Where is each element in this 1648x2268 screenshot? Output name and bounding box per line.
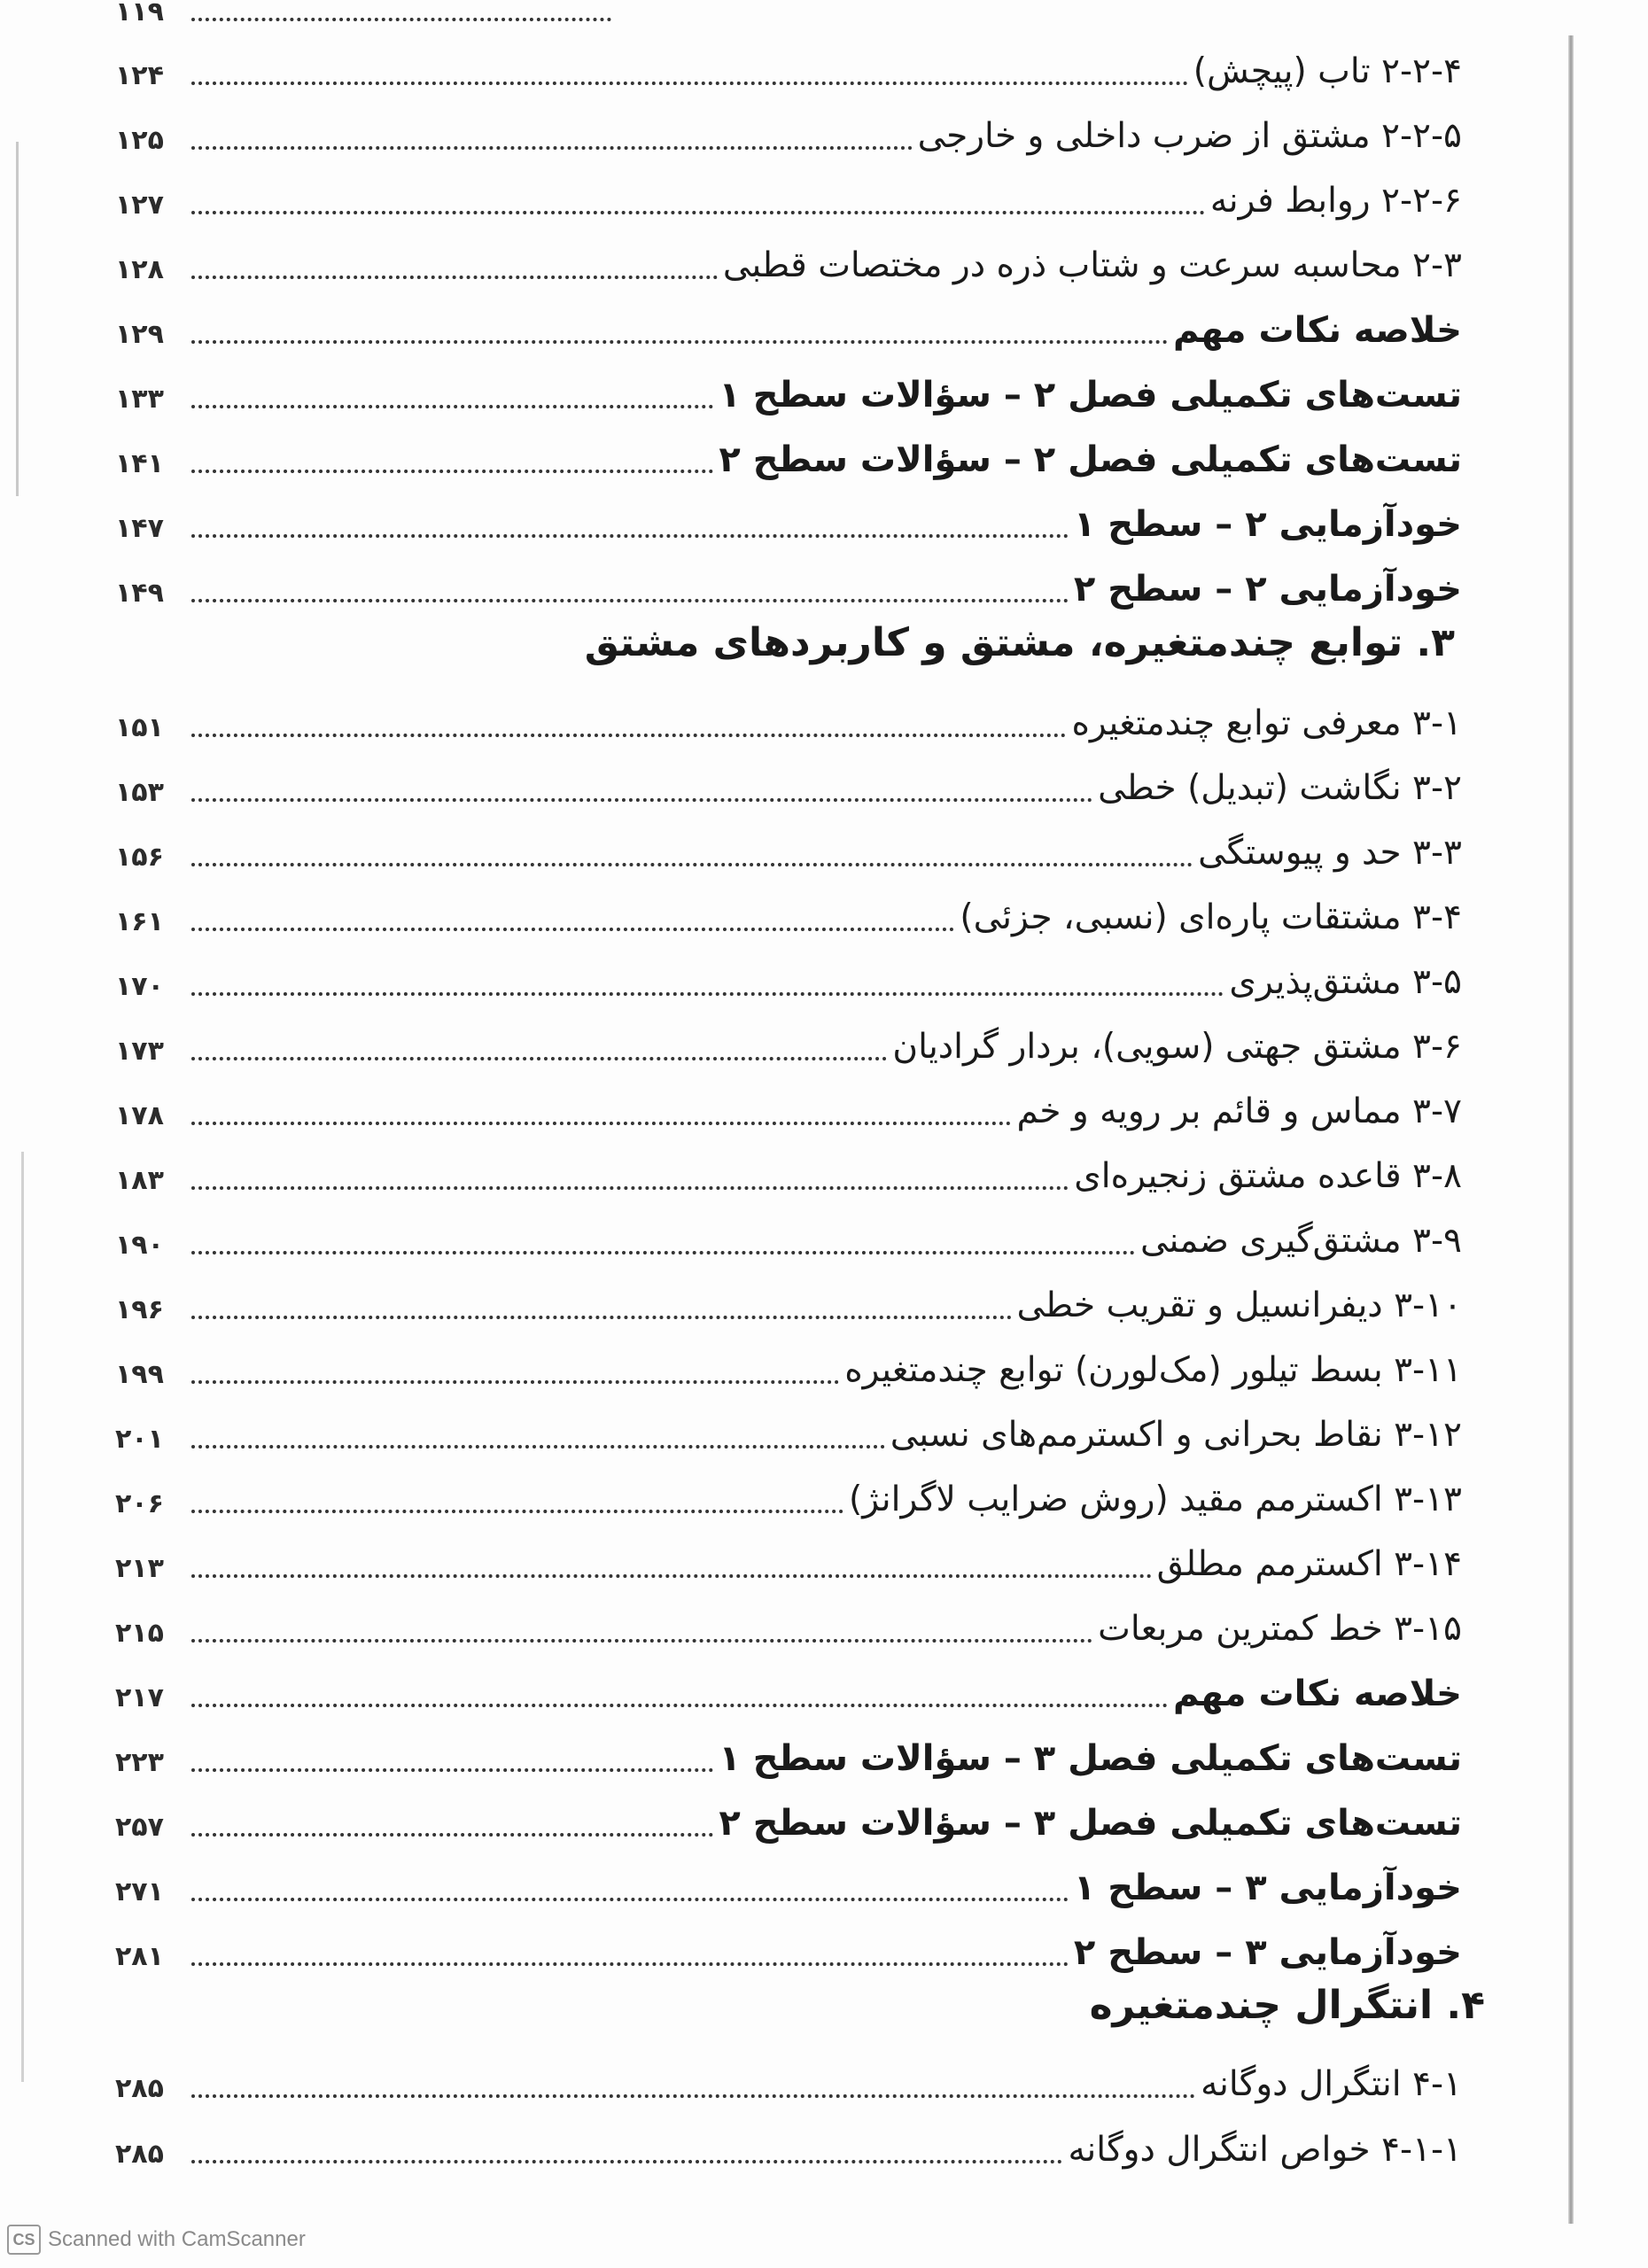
toc-row — [115, 224, 1462, 290]
toc-entry-title: ۳-۷ مماس و قائم بر رویه و خم — [1016, 1091, 1462, 1131]
dot-leader — [191, 340, 1168, 344]
toc-row — [115, 2043, 1462, 2109]
dot-leader — [191, 276, 718, 279]
dot-leader — [191, 1962, 1069, 1966]
toc-entry-title: ۲-۲-۶ روابط فرنه — [1209, 181, 1462, 221]
toc-row-fragment — [115, 0, 611, 32]
dot-leader — [191, 1380, 839, 1384]
toc-row — [115, 682, 1462, 748]
page-number: ۲۲۳ — [115, 1747, 164, 1778]
scanner-watermark — [7, 2222, 306, 2257]
dot-leader — [191, 928, 954, 931]
page-number: ۱۷۳ — [115, 1036, 164, 1067]
dot-leader — [191, 1186, 1069, 1190]
dot-leader — [191, 470, 713, 473]
page-number: ۲۰۶ — [115, 1488, 164, 1519]
page-number: ۱۴۱ — [115, 448, 164, 479]
toc-row — [115, 812, 1462, 877]
toc-entry-title: تست‌های تکمیلی فصل ۳ – سؤالات سطح ۱ — [719, 1738, 1462, 1779]
toc-row — [115, 483, 1462, 548]
toc-entry-title: خودآزمایی ۳ – سطح ۲ — [1073, 1932, 1462, 1973]
dot-leader — [191, 1704, 1168, 1707]
toc-entry-title: ۳-۱۴ اکسترمم مطلق — [1156, 1544, 1462, 1584]
page-number: ۱۲۵ — [115, 125, 164, 156]
toc-entry-title: ۳-۹ مشتق‌گیری ضمنی — [1139, 1221, 1462, 1261]
toc-row — [115, 1846, 1462, 1912]
dot-leader — [191, 1833, 713, 1837]
toc-entry-title: ۲-۲-۵ مشتق از ضرب داخلی و خارجی — [917, 116, 1462, 156]
dot-leader — [191, 1316, 1012, 1319]
page-number: ۱۴۷ — [115, 513, 164, 544]
camscanner-logo-icon: CS — [7, 2225, 41, 2255]
page-number: ۲۱۷ — [115, 1682, 164, 1713]
toc-entry-title: تست‌های تکمیلی فصل ۳ – سؤالات سطح ۲ — [719, 1803, 1462, 1844]
dot-leader — [191, 146, 913, 150]
dot-leader — [191, 1898, 1069, 1901]
toc-row — [115, 95, 1462, 160]
toc-row — [115, 1717, 1462, 1783]
dot-leader — [191, 18, 611, 21]
toc-row — [115, 1911, 1462, 1977]
dot-leader — [191, 1057, 887, 1060]
toc-row — [115, 418, 1462, 484]
toc-entry-title: ۳-۱۵ خط کمترین مربعات — [1098, 1609, 1462, 1649]
page-number: ۲۸۵ — [115, 2139, 164, 2170]
page-number: ۲۱۵ — [115, 1618, 164, 1649]
toc-row — [115, 1264, 1462, 1330]
page-number: ۱۹۰ — [115, 1230, 164, 1261]
dot-leader — [191, 1510, 843, 1513]
dot-leader — [191, 211, 1205, 214]
page-edge-line — [21, 1152, 24, 2082]
watermark-text: Scanned with CamScanner — [48, 2227, 306, 2251]
chapter-heading: ۴. انتگرال چندمتغیره — [1089, 1983, 1485, 2028]
toc-row — [115, 876, 1462, 942]
toc-entry-title: ۳-۴ مشتقات پاره‌ای (نسبی، جزئی) — [960, 897, 1462, 937]
toc-entry-title: ۳-۳ حد و پیوستگی — [1198, 833, 1462, 873]
toc-entry-title: ۳-۲ نگاشت (تبدیل) خطی — [1098, 768, 1462, 808]
page-number: ۱۲۴ — [115, 60, 164, 91]
toc-row — [115, 159, 1462, 225]
toc-entry-title: خودآزمایی ۳ – سطح ۱ — [1073, 1868, 1462, 1908]
toc-row — [115, 747, 1462, 812]
dot-leader — [191, 992, 1224, 996]
toc-entry-title: خلاصه نکات مهم — [1173, 1674, 1462, 1714]
page-number: ۲۱۳ — [115, 1553, 164, 1584]
toc-row — [115, 289, 1462, 354]
toc-row — [115, 548, 1462, 613]
dot-leader — [191, 863, 1193, 866]
dot-leader — [191, 1251, 1135, 1254]
page-number: ۱۹۶ — [115, 1294, 164, 1325]
toc-entry-title: ۳-۱۱ بسط تیلور (مک‌لورن) توابع چندمتغیره — [844, 1350, 1462, 1390]
toc-entry-title: ۴-۱-۱ خواص انتگرال دوگانه — [1068, 2130, 1462, 2170]
page-number: ۱۱۹ — [115, 0, 164, 27]
page-number: ۱۲۷ — [115, 190, 164, 221]
page-edge-shadow — [1568, 35, 1574, 2224]
toc-entry-title: ۳-۶ مشتق جهتی (سویی)، بردار گرادیان — [892, 1027, 1462, 1067]
dot-leader — [191, 1639, 1092, 1643]
toc-entry-title: ۲-۲-۴ تاب (پیچش) — [1193, 51, 1462, 91]
toc-row — [115, 1782, 1462, 1847]
toc-row — [115, 1006, 1462, 1071]
toc-entry-title: ۳-۱ معرفی توابع چندمتغیره — [1071, 703, 1462, 743]
page-number: ۲۸۵ — [115, 2073, 164, 2104]
page-number: ۱۷۰ — [115, 971, 164, 1002]
toc-entry-title: ۳-۱۰ دیفرانسیل و تقریب خطی — [1016, 1285, 1462, 1325]
page-number: ۱۸۳ — [115, 1165, 164, 1196]
toc-entry-title: ۲-۳ محاسبه سرعت و شتاب ذره در مختصات قطبی — [722, 245, 1462, 285]
dot-leader — [191, 1445, 885, 1449]
toc-entry-title: ۳-۵ مشتق‌پذیری — [1229, 962, 1462, 1002]
dot-leader — [191, 1574, 1152, 1578]
toc-row — [115, 941, 1462, 1006]
dot-leader — [191, 2160, 1062, 2163]
dot-leader — [191, 1768, 713, 1772]
page-number: ۲۷۱ — [115, 1876, 164, 1907]
toc-entry-title: ۳-۱۲ نقاط بحرانی و اکسترمم‌های نسبی — [890, 1415, 1462, 1455]
toc-entry-title: خلاصه نکات مهم — [1173, 310, 1462, 351]
toc-row — [115, 353, 1462, 419]
toc-row — [115, 1652, 1462, 1718]
dot-leader — [191, 1122, 1011, 1125]
toc-entry-title: خودآزمایی ۲ – سطح ۲ — [1073, 569, 1462, 610]
page-number: ۲۸۱ — [115, 1941, 164, 1972]
toc-entry-title: ۴-۱ انتگرال دوگانه — [1201, 2064, 1462, 2104]
dot-leader — [191, 405, 713, 408]
page-number: ۱۵۳ — [115, 777, 164, 808]
toc-row — [115, 1329, 1462, 1394]
toc-row — [115, 1135, 1462, 1200]
toc-entry-title: تست‌های تکمیلی فصل ۲ – سؤالات سطح ۱ — [719, 375, 1462, 416]
dot-leader — [191, 82, 1188, 85]
page-number: ۲۰۱ — [115, 1424, 164, 1455]
page-number: ۱۴۹ — [115, 578, 164, 609]
toc-entry-title: خودآزمایی ۲ – سطح ۱ — [1073, 504, 1462, 545]
toc-row — [115, 30, 1462, 96]
page-number: ۱۵۱ — [115, 712, 164, 743]
page-number: ۱۲۹ — [115, 319, 164, 350]
dot-leader — [191, 734, 1066, 737]
page-number: ۱۶۱ — [115, 906, 164, 937]
toc-row — [115, 1070, 1462, 1136]
toc-row — [115, 1394, 1462, 1459]
dot-leader — [191, 534, 1069, 538]
page-number: ۱۲۸ — [115, 254, 164, 285]
page-number: ۱۵۶ — [115, 842, 164, 873]
toc-row — [115, 1458, 1462, 1524]
page-number: ۲۵۷ — [115, 1812, 164, 1843]
toc-entry-title: تست‌های تکمیلی فصل ۲ – سؤالات سطح ۲ — [719, 439, 1462, 480]
toc-row — [115, 1588, 1462, 1653]
page-number: ۱۳۳ — [115, 384, 164, 415]
toc-entry-title: ۳-۸ قاعده مشتق زنجیره‌ای — [1074, 1156, 1462, 1196]
chapter-heading: ۳. توابع چندمتغیره، مشتق و کاربردهای مشتق — [584, 620, 1455, 665]
dot-leader — [191, 2094, 1195, 2098]
page-number: ۱۹۹ — [115, 1359, 164, 1390]
dot-leader — [191, 599, 1069, 602]
dot-leader — [191, 798, 1092, 802]
toc-row — [115, 2109, 1462, 2174]
page-number: ۱۷۸ — [115, 1100, 164, 1131]
toc-row — [115, 1200, 1462, 1265]
page-edge-line — [16, 142, 19, 496]
toc-row — [115, 1523, 1462, 1588]
toc-entry-title: ۳-۱۳ اکسترمم مقید (روش ضرایب لاگرانژ) — [849, 1480, 1462, 1519]
